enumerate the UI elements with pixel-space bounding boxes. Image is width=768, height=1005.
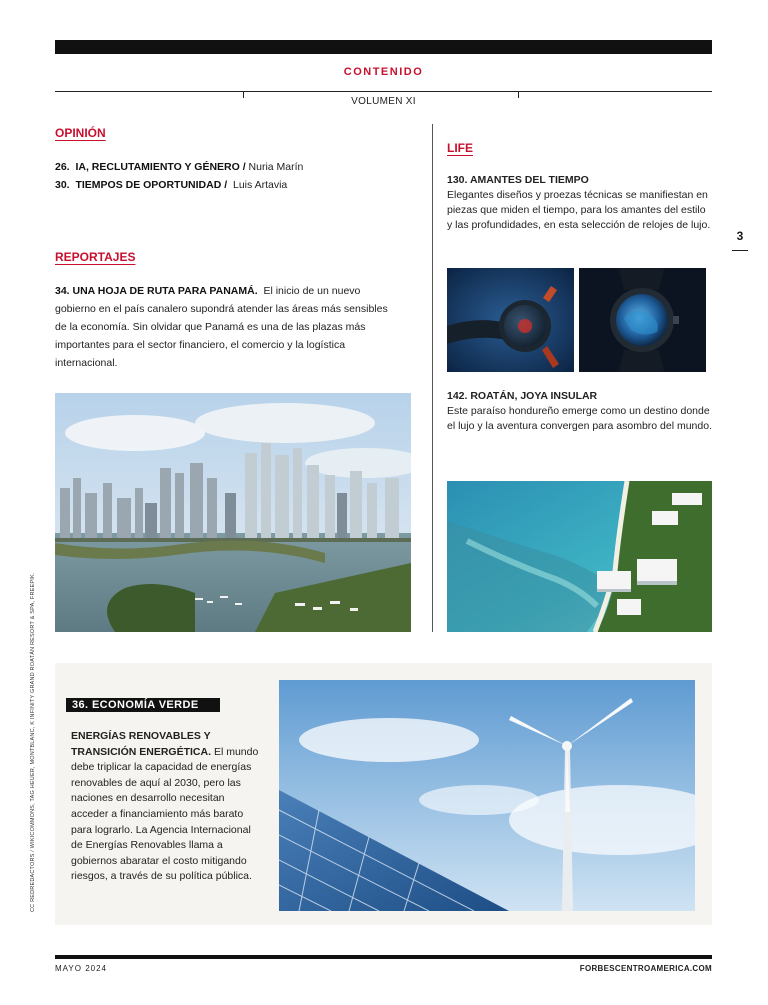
page-number-rule — [732, 250, 748, 251]
photo-credit: CC REDREDACTORS / WIKICOMMONS, TAG HEUER, MONTBLANC, K INFINITY GRAND ROATÁN RESORT & SPA, FREEPIK. — [30, 572, 36, 912]
reportajes-article[interactable] — [55, 282, 400, 372]
life-category: LIFE — [447, 141, 473, 155]
opinion-item[interactable] — [55, 176, 425, 194]
opinion-item-title: IA, RECLUTAMIENTO Y GÉNERO / — [75, 161, 246, 173]
life-article-2-heading: 142. ROATÁN, JOYA INSULAR — [447, 390, 598, 402]
opinion-item-author: Nuria Marín — [248, 161, 304, 173]
header-rule — [55, 91, 712, 92]
life-article-2[interactable] — [447, 388, 712, 434]
opinion-item-title: TIEMPOS DE OPORTUNIDAD / — [75, 179, 228, 191]
reportajes-text: El inicio de un nuevo gobierno en el país canalero supondrá atender las áreas más sensibles de la economía. Sin olvidar que Panamá es una de las plazas más importantes para el sector financiero, el comercio y la logística internacional. — [55, 285, 388, 369]
footer-date: MAYO 2024 — [55, 964, 107, 973]
top-bar — [55, 40, 712, 54]
section-title: CONTENIDO — [343, 66, 424, 78]
life-article-1[interactable] — [447, 172, 712, 233]
reportajes-heading: 34. UNA HOJA DE RUTA PARA PANAMÁ. — [55, 285, 258, 297]
watch-photo-2 — [579, 268, 706, 372]
opinion-item[interactable] — [55, 158, 425, 176]
opinion-item-number: 26. — [55, 161, 70, 173]
wind-turbine-photo — [279, 680, 695, 911]
roatan-aerial-photo — [447, 481, 712, 632]
economia-heading: ENERGÍAS RENOVABLES Y TRANSICIÓN ENERGÉTICA. — [71, 730, 212, 758]
economia-article[interactable] — [71, 729, 261, 885]
life-article-1-text: Elegantes diseños y proezas técnicas se manifiestan en piezas que miden el tiempo, para los amantes del estilo y las profundidades, en esta selección de relojes de lujo. — [447, 189, 711, 231]
opinion-category: OPINIÓN — [55, 126, 106, 140]
volume-label: VOLUMEN XI — [351, 96, 416, 107]
reportajes-category: REPORTAJES — [55, 250, 136, 264]
economia-text: El mundo debe triplicar la capacidad de energías renovables de aquí al 2030, pero las naciones en desarrollo necesitan acceder a financiamiento más barato para lograrlo. La Agencia Internacional de Energías Renovables llama a gobiernos abaratar el costo mitigando riesgos, a través de su política pública. — [71, 745, 259, 883]
footer-site-link[interactable]: FORBESCENTROAMERICA.COM — [579, 964, 712, 973]
column-divider — [432, 124, 433, 632]
watch-photo-1 — [447, 268, 574, 372]
page-number: 3 — [736, 229, 744, 243]
panama-city-photo — [55, 393, 411, 632]
bottom-bar — [55, 955, 712, 959]
opinion-item-number: 30. — [55, 179, 70, 191]
economia-tag: 36. ECONOMÍA VERDE — [66, 698, 220, 712]
life-article-1-heading: 130. AMANTES DEL TIEMPO — [447, 174, 589, 186]
life-article-2-text: Este paraíso hondureño emerge como un destino donde el lujo y la aventura convergen para asombro del mundo. — [447, 405, 712, 432]
opinion-item-author: Luis Artavia — [232, 179, 288, 191]
